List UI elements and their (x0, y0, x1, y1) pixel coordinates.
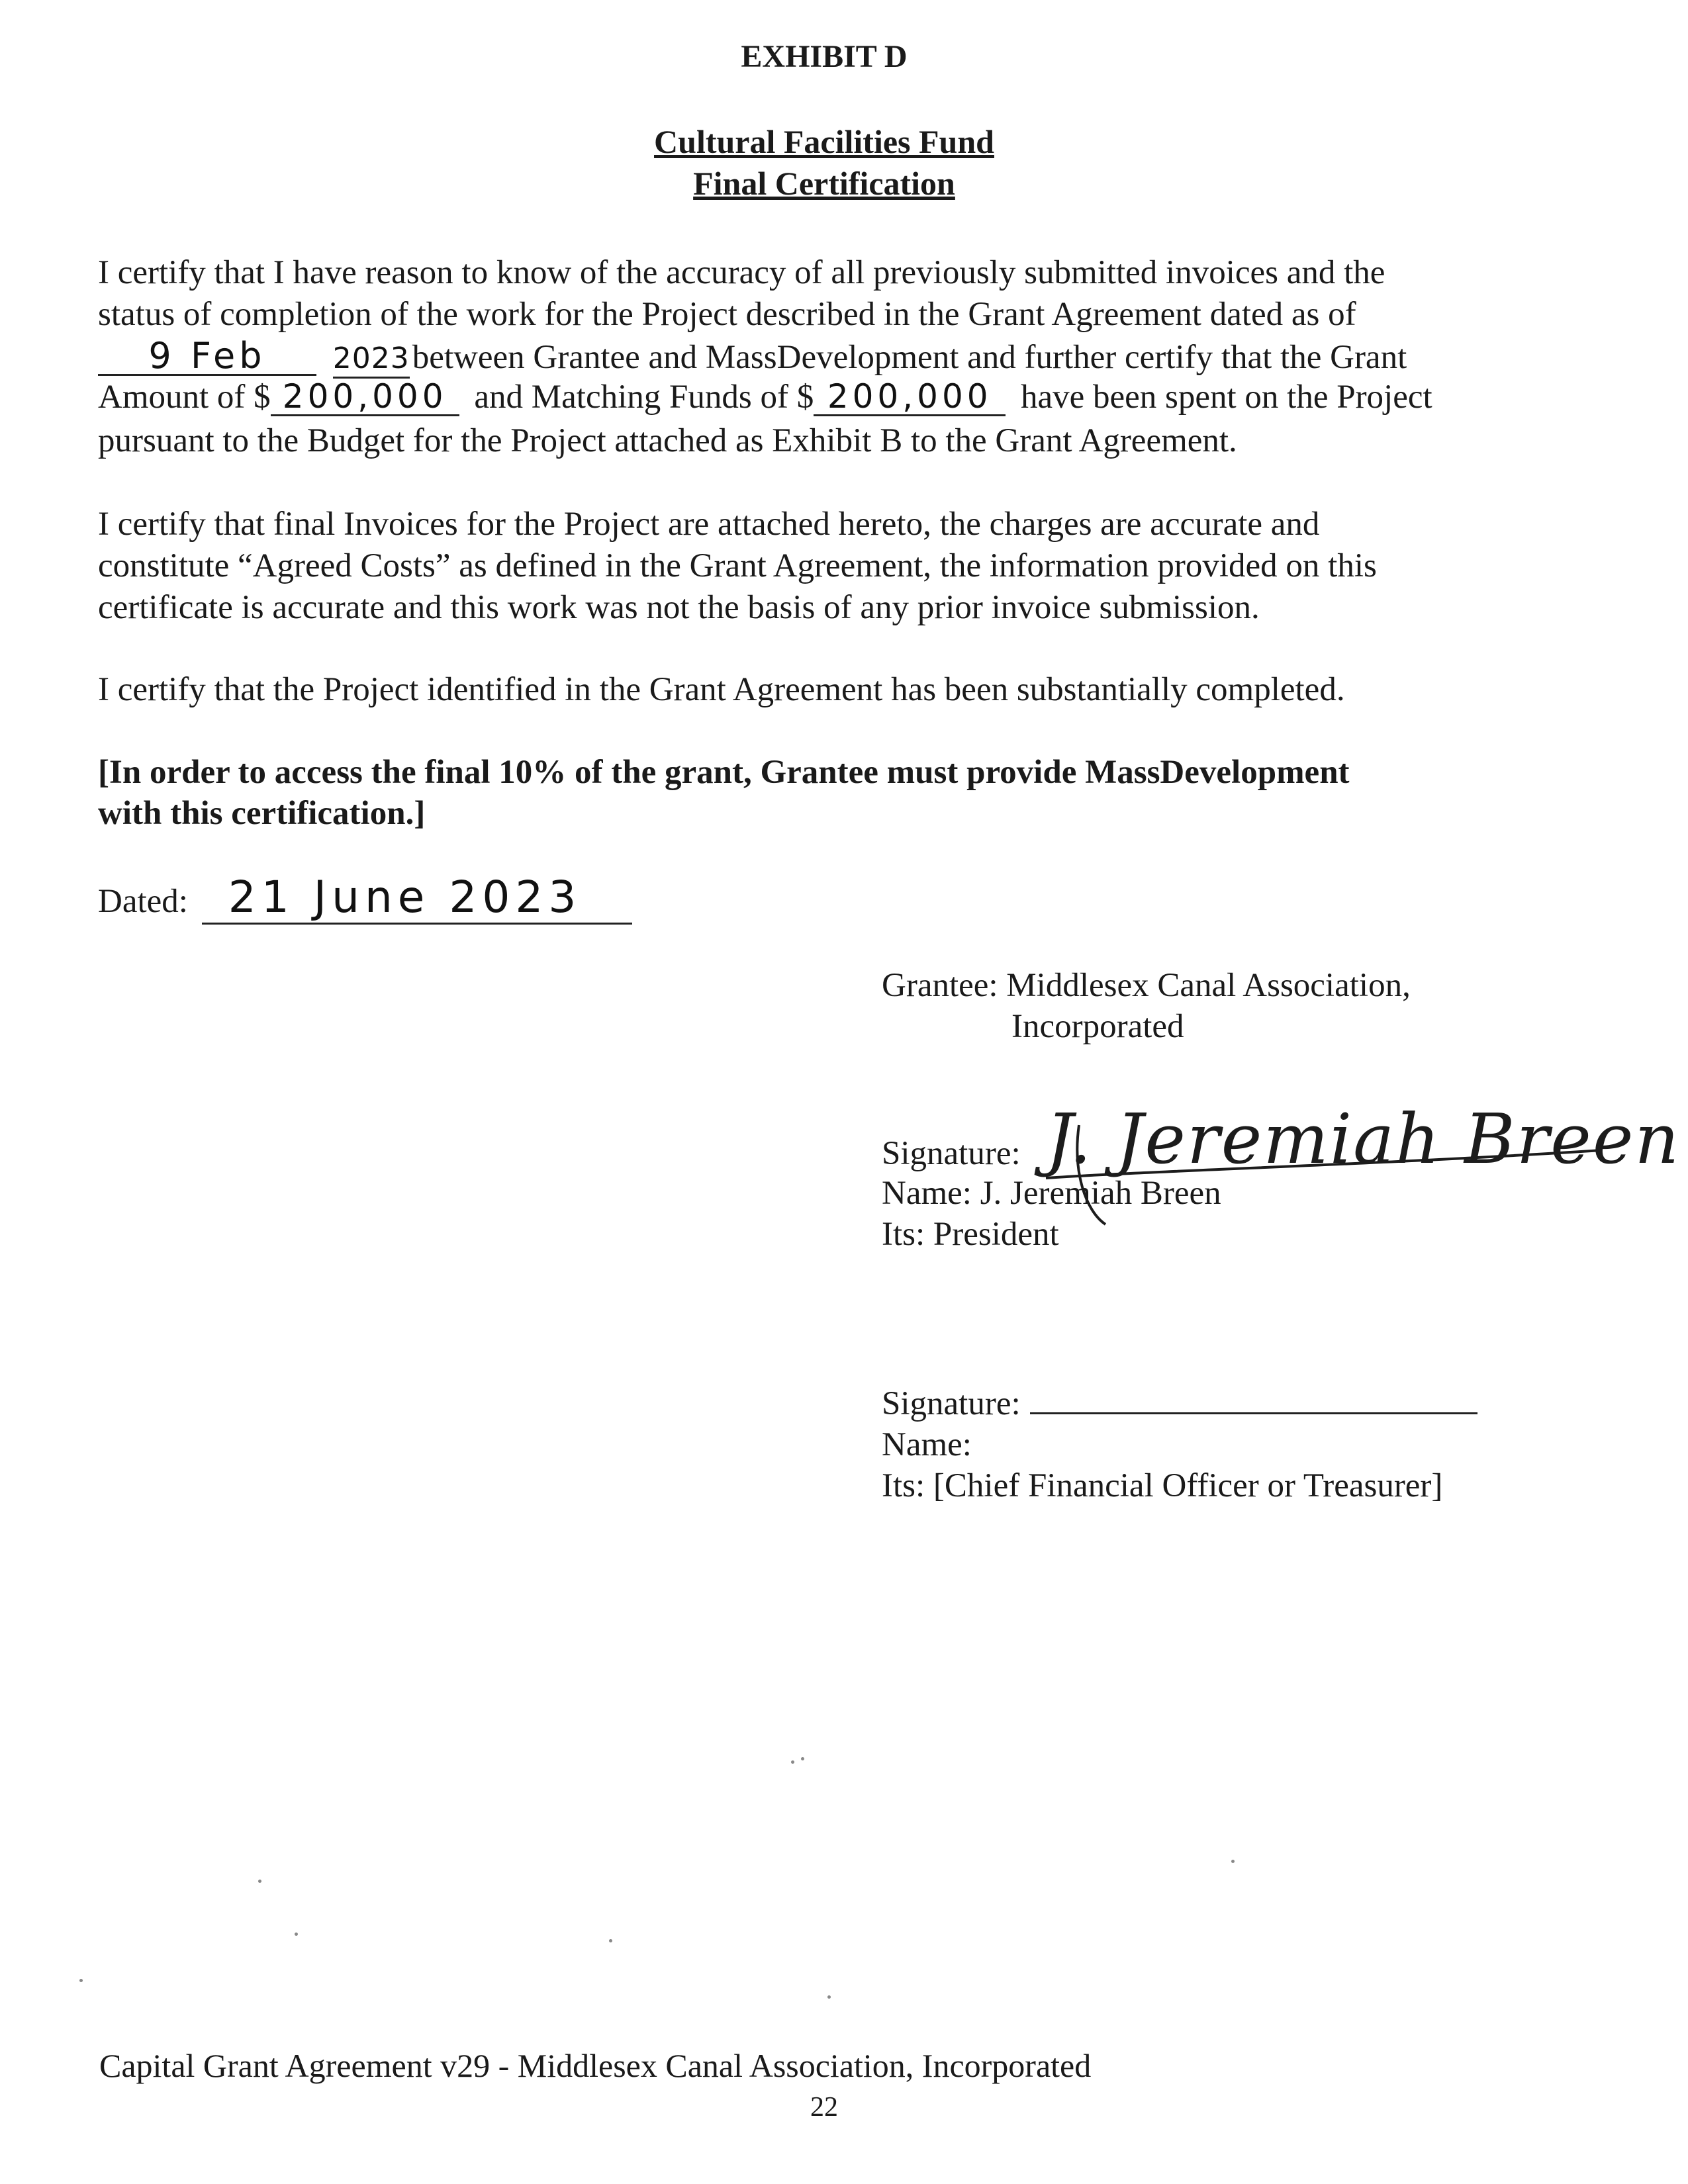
dated-value: 21 June 2023 (202, 872, 632, 925)
para1-line3-text: between Grantee and MassDevelopment and further certify that the Grant (412, 339, 1407, 376)
signature2-label: Signature: (882, 1385, 1021, 1422)
grantee-line1: Grantee: Middlesex Canal Association, (882, 967, 1411, 1004)
para1-line5: pursuant to the Budget for the Project attached as Exhibit B to the Grant Agreement. (98, 422, 1237, 459)
matching-funds-label: and Matching Funds of $ (474, 379, 814, 416)
scan-speck (258, 1880, 261, 1883)
matching-amount-field: 200,000 (814, 379, 1006, 416)
footer-text: Capital Grant Agreement v29 - Middlesex Canal Association, Incorporated (99, 2047, 1092, 2084)
para2-line1: I certify that final Invoices for the Project are attached hereto, the charges are accurate and (98, 506, 1320, 543)
signature2-line (1030, 1386, 1477, 1414)
scan-speck (801, 1757, 804, 1760)
signature1-label: Signature: (882, 1135, 1021, 1172)
para2-line2: constitute “Agreed Costs” as defined in the Grant Agreement, the information provided on this (98, 547, 1377, 584)
certification-title: Final Certification (693, 165, 955, 202)
page-number: 22 (810, 2092, 838, 2122)
signer2-title: Its: [Chief Financial Officer or Treasurer] (882, 1467, 1443, 1504)
scan-speck (791, 1760, 794, 1764)
para1-line1: I certify that I have reason to know of the accuracy of all previously submitted invoices and the (98, 254, 1385, 291)
para3: I certify that the Project identified in the Grant Agreement has been substantially completed. (98, 671, 1345, 708)
signer1-title: Its: President (882, 1216, 1059, 1253)
agreement-year-field: 2023 (333, 341, 410, 379)
scan-speck (79, 1979, 83, 1982)
signer2-name: Name: (882, 1426, 972, 1463)
scan-speck (295, 1933, 298, 1936)
scan-speck (827, 1995, 831, 1999)
dated-label: Dated: (98, 883, 188, 920)
grant-amount-label: Amount of $ (98, 379, 271, 416)
para2-line3: certificate is accurate and this work was not the basis of any prior invoice submission. (98, 589, 1260, 626)
notice-line1: [In order to access the final 10% of the grant, Grantee must provide MassDevelopment (98, 754, 1350, 791)
para1-line2: status of completion of the work for the Project described in the Grant Agreement dated as of (98, 296, 1356, 333)
para1-line4-end: have been spent on the Project (1020, 379, 1432, 416)
signature1-handwritten: J. Jeremiah Breen (1046, 1099, 1681, 1179)
exhibit-title: EXHIBIT D (741, 39, 908, 74)
fund-title: Cultural Facilities Fund (654, 123, 994, 160)
para1-line4 (98, 376, 1432, 418)
grantee-line2: Incorporated (1011, 1008, 1184, 1045)
signer1-name: Name: J. Jeremiah Breen (882, 1175, 1221, 1212)
dated-row (98, 872, 632, 925)
grant-amount-field: 200,000 (271, 379, 459, 416)
para1-line3 (98, 336, 1407, 379)
notice-line2: with this certification.] (98, 795, 426, 832)
scan-speck (1231, 1860, 1235, 1863)
signature2-row (882, 1383, 1477, 1424)
scan-speck (609, 1939, 612, 1942)
agreement-date-field: 9 Feb (98, 338, 316, 376)
